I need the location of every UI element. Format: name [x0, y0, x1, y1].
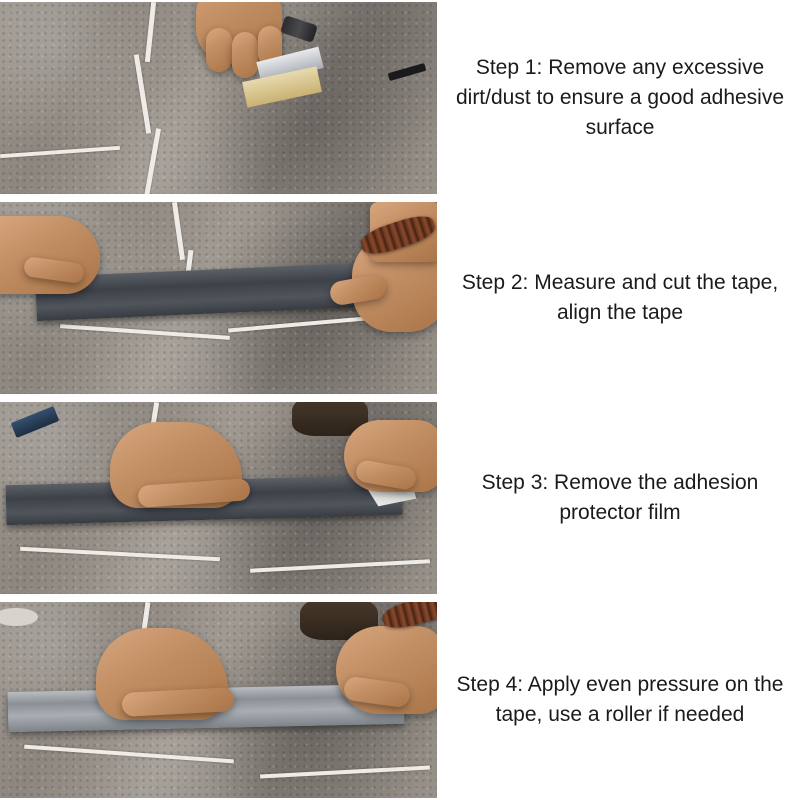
- step-4-photo: [0, 602, 440, 798]
- step-1-caption-text: Step 1: Remove any excessive dirt/dust to ensure a good adhesive surface: [455, 56, 785, 139]
- step-row-3: [0, 402, 800, 594]
- step-4-caption: [440, 602, 800, 798]
- step-1-caption: [440, 2, 800, 194]
- step-1-photo: [0, 2, 440, 194]
- step-3-caption-text: Step 3: Remove the adhesion protector film: [481, 471, 759, 524]
- fingers: [206, 28, 232, 72]
- step-row-1: [0, 2, 800, 194]
- step-3-caption: [440, 402, 800, 594]
- step-2-photo: [0, 202, 440, 394]
- step-2-caption: [440, 202, 800, 394]
- step-row-2: [0, 202, 800, 394]
- step-row-4: [0, 602, 800, 798]
- step-3-photo: [0, 402, 440, 594]
- step-2-caption-text: Step 2: Measure and cut the tape, align the tape: [461, 271, 779, 324]
- fingers: [232, 32, 258, 78]
- step-4-caption-text: Step 4: Apply even pressure on the tape, use a roller if needed: [456, 673, 784, 726]
- hand-left: [0, 216, 100, 294]
